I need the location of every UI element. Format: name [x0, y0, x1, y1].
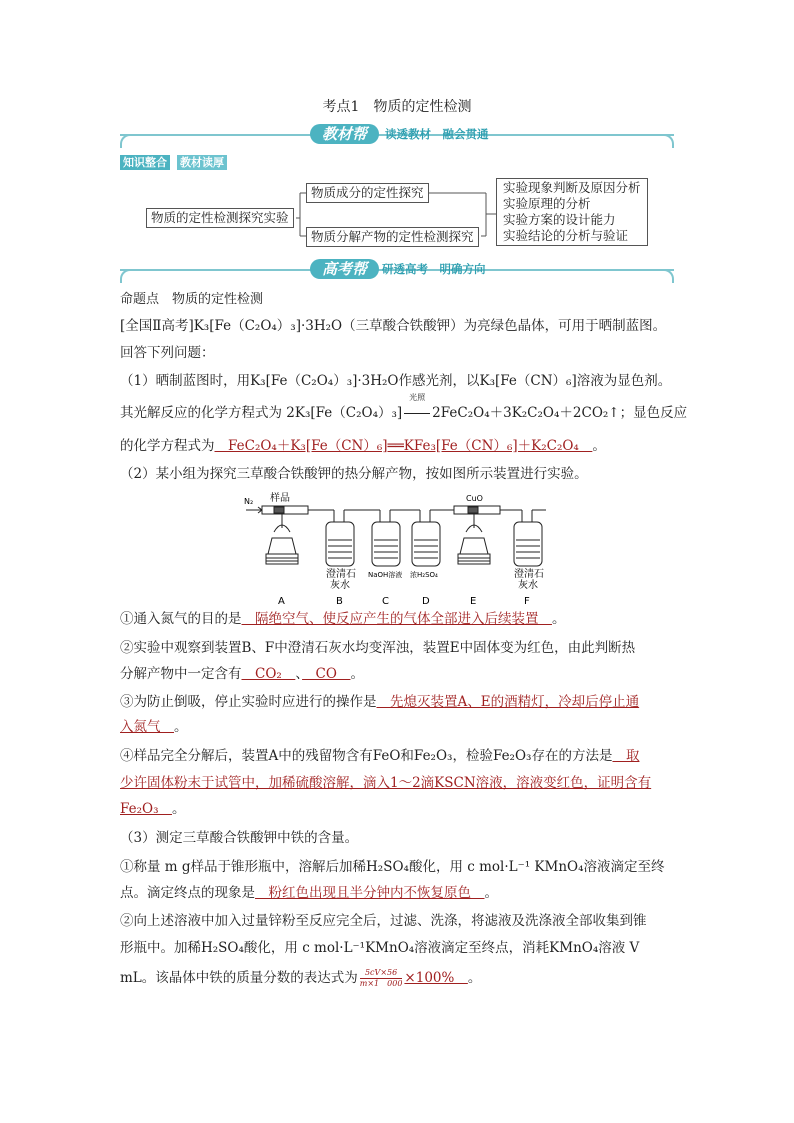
label-n2: N₂: [244, 497, 254, 506]
sub-question-4: [120, 746, 639, 766]
period: 。: [350, 666, 364, 682]
banner-subtitle: 读透教材 融会贯通: [385, 127, 489, 141]
separator: 、: [295, 666, 303, 682]
answer-fe2o3-test-end: Fe₂O₃: [120, 801, 173, 817]
mindmap-branch-composition: 物质成分的定性探究: [306, 183, 429, 203]
sub-question-2-answer: [120, 664, 364, 684]
answer-stop-procedure-cont: 入氮气: [120, 719, 174, 735]
period: 。: [484, 885, 498, 901]
period: 。: [467, 970, 482, 986]
section-heading: 命题点 物质的定性检测: [120, 292, 264, 307]
question-1-equation: [120, 393, 688, 423]
mindmap-leaf: 实验现象判断及原因分析: [503, 180, 641, 195]
equation-right: 2FeC₂O₄＋3K₂C₂O₄＋2CO₂↑；显色反应: [432, 405, 688, 421]
prompt: 分解产物中一定含有: [120, 666, 242, 682]
mindmap-root: 物质的定性检测探究实验: [146, 208, 294, 228]
prompt: ①通入氮气的目的是: [120, 611, 242, 627]
period: 。: [592, 438, 606, 454]
answer-mass-fraction: ×100%: [404, 970, 468, 986]
prompt: mL。该晶体中铁的质量分数的表达式为: [120, 970, 358, 986]
question-1-answer-line: [120, 436, 606, 456]
banner-pill: 高考帮: [310, 259, 379, 279]
answer-co: CO: [302, 666, 351, 682]
question-intro: [全国Ⅱ高考]K₃[Fe（C₂O₄）₃]·3H₂O（三草酸合铁酸钾）为亮绿色晶体，可用于晒制蓝图。: [120, 318, 667, 334]
banner-subtitle: 研透高考 明确方向: [382, 262, 486, 276]
page-title: 考点1 物质的定性检测: [322, 99, 472, 115]
tag-textbook: 教材读厚: [177, 155, 227, 170]
letter-b: B: [336, 596, 343, 607]
sub-question-3-cont: [120, 717, 188, 737]
answer-prompt: 的化学方程式为: [120, 438, 215, 454]
answer-fe2o3-test: 取: [612, 748, 640, 764]
titration-2-answer: [120, 968, 481, 989]
question-intro: 回答下列问题：: [120, 345, 215, 361]
letter-e: E: [470, 596, 477, 607]
letter-d: D: [422, 596, 430, 607]
titration-1-answer: [120, 883, 498, 903]
answer-fe2o3-test-cont: 少许固体粉末于试管中，加稀硫酸溶解，滴入1～2滴KSCN溶液，溶液变红色，证明含有: [120, 775, 652, 791]
sub-question-4-cont: [120, 773, 651, 793]
equation-left: 其光解反应的化学方程式为 2K₃[Fe（C₂O₄）₃]: [120, 405, 403, 421]
fraction-numerator: 5cV×56: [360, 968, 403, 979]
label-f: 澄清石: [514, 569, 544, 580]
sub-question-1: [120, 609, 566, 629]
answer-co2: CO₂: [241, 666, 296, 682]
label-c: NaOH溶液: [368, 571, 403, 579]
label-f2: 灰水: [518, 580, 538, 591]
fraction: [360, 968, 403, 989]
banner-exam: [120, 259, 674, 281]
prompt: ④样品完全分解后，装置A中的残留物含有FeO和Fe₂O₃，检验Fe₂O₃存在的方法是: [120, 748, 613, 764]
answer-stop-procedure: 先熄灭装置A、E的酒精灯，冷却后停止通: [376, 694, 640, 710]
question-3-text: （3）测定三草酸合铁酸钾中铁的含量。: [120, 830, 359, 846]
sub-question-3: [120, 692, 639, 712]
label-cuo: CuO: [466, 494, 483, 503]
letter-c: C: [382, 596, 389, 607]
label-d: 浓H₂SO₄: [410, 571, 438, 579]
label-b: 澄清石: [326, 569, 356, 580]
answer-nitrogen-purpose: 隔绝空气、使反应产生的气体全部进入后续装置: [241, 611, 552, 627]
letter-a: A: [278, 596, 285, 607]
apparatus-diagram: [240, 488, 560, 610]
titration-2: ②向上述溶液中加入过量锌粉至反应完全后，过滤、洗涤，将滤液及洗涤液全部收集到锥: [120, 913, 647, 929]
period: 。: [174, 719, 188, 735]
mindmap-branch-decomposition: 物质分解产物的定性检测探究: [306, 227, 479, 247]
question-1-text: （1）晒制蓝图时，用K₃[Fe（C₂O₄）₃]·3H₂O作感光剂，以K₃[Fe（CN）₆]溶液为显色剂。: [120, 373, 672, 389]
period: 。: [172, 801, 186, 817]
banner-pill: 教材帮: [310, 124, 379, 144]
light-arrow: [402, 393, 432, 423]
light-condition: 光照: [409, 393, 426, 402]
answer-color-reaction: FeC₂O₄＋K₃[Fe（CN）₆]══KFe₃[Fe（CN）₆]＋K₂C₂O₄: [214, 438, 593, 454]
sub-question-4-end: [120, 799, 186, 819]
label-b2: 灰水: [330, 580, 350, 591]
prompt: 点。滴定终点的现象是: [120, 885, 255, 901]
answer-endpoint: 粉红色出现且半分钟内不恢复原色: [255, 885, 485, 901]
label-sample: 样品: [270, 493, 290, 504]
mindmap-leaf: 实验原理的分析: [503, 196, 591, 211]
titration-1: ①称量 m g样品于锥形瓶中，溶解后加稀H₂SO₄酸化，用 c mol·L⁻¹ KMnO₄溶液滴定至终: [120, 859, 665, 875]
question-2-text: （2）某小组为探究三草酸合铁酸钾的热分解产物，按如图所示装置进行实验。: [120, 466, 588, 482]
letter-f: F: [524, 596, 530, 607]
prompt: ③为防止倒吸，停止实验时应进行的操作是: [120, 694, 377, 710]
fraction-denominator: m×1 000: [359, 979, 403, 988]
mindmap-connectors: [0, 0, 794, 260]
period: 。: [552, 611, 566, 627]
sub-question-2: ②实验中观察到装置B、F中澄清石灰水均变浑浊，装置E中固体变为红色，由此判断热: [120, 640, 636, 656]
mindmap-leaves: [496, 178, 648, 246]
tag-knowledge: 知识整合: [120, 155, 170, 170]
mindmap-leaf: 实验结论的分析与验证: [503, 228, 629, 243]
mindmap-leaf: 实验方案的设计能力: [503, 212, 616, 227]
titration-2-b: 形瓶中。加稀H₂SO₄酸化，用 c mol·L⁻¹KMnO₄溶液滴定至终点，消耗KMnO₄溶液 V: [120, 940, 640, 956]
